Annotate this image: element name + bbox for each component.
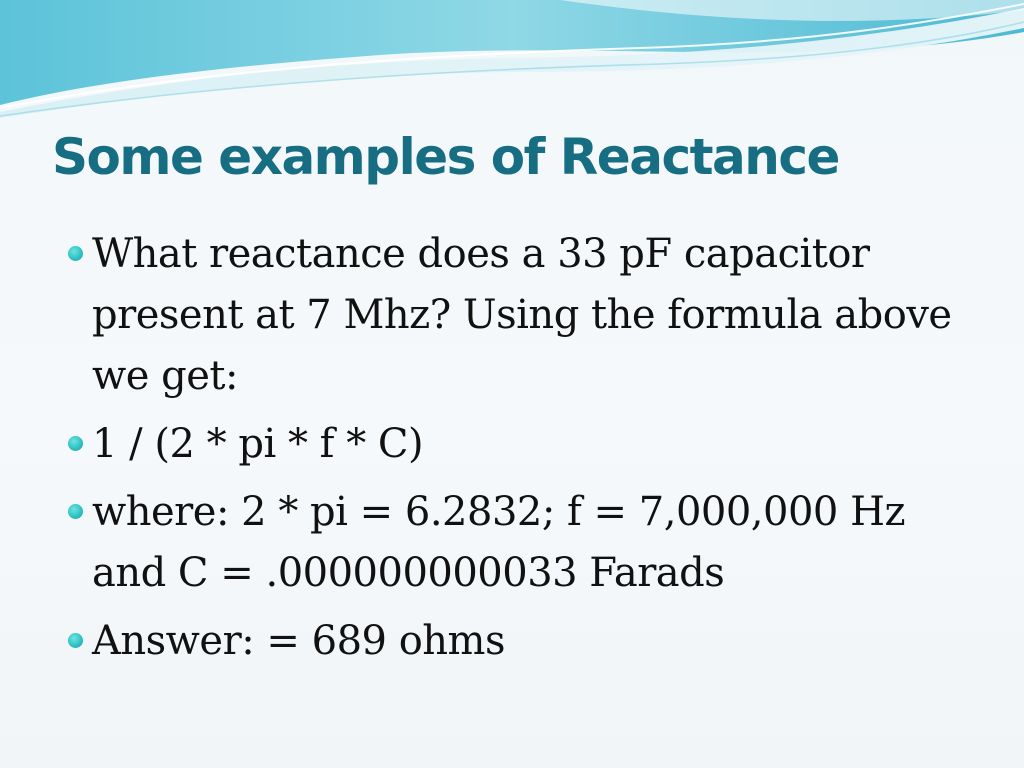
bullet-dot-icon (68, 246, 83, 261)
bullet-item (60, 224, 980, 407)
bullet-dot-icon (68, 436, 83, 451)
wave-decoration (0, 0, 1024, 130)
bullet-list (60, 224, 980, 679)
bullet-dot-icon (68, 504, 83, 519)
bullet-item (60, 482, 980, 604)
bullet-dot-icon (68, 633, 83, 648)
bullet-text: 1 / (2 * pi * f * C) (92, 421, 424, 467)
slide-title: Some examples of Reactance (52, 128, 839, 186)
bullet-text: where: 2 * pi = 6.2832; f = 7,000,000 Hz and C = .000000000033 Farads (92, 489, 906, 596)
bullet-text: What reactance does a 33 pF capacitor present at 7 Mhz? Using the formula above we get: (92, 231, 952, 399)
bullet-item (60, 414, 980, 475)
bullet-text: Answer: = 689 ohms (92, 618, 505, 664)
bullet-item (60, 611, 980, 672)
